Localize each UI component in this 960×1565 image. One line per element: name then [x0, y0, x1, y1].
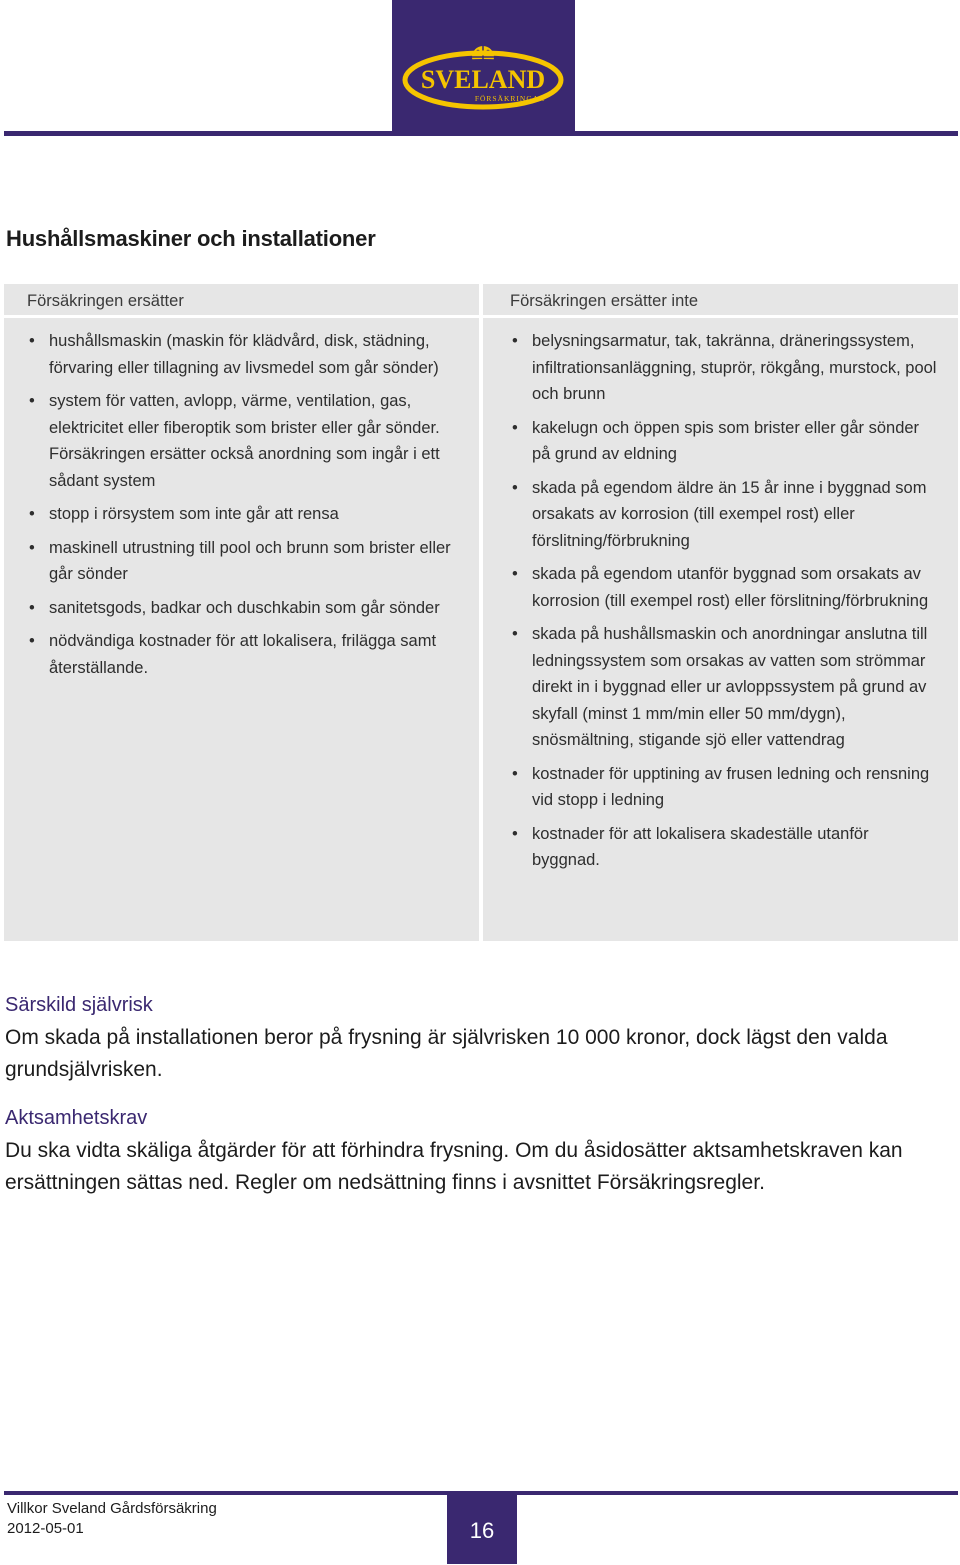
bullet-icon: •	[512, 824, 518, 843]
logo-wordmark: SVELAND	[420, 65, 546, 94]
bullet-icon: •	[512, 625, 518, 643]
care-text: Du ska vidta skäliga åtgärder för att förhindra frysning. Om du åsidosätter aktsamhetskraven kan ersättningen sättas ned. Regler om nedsättning finns i avsnittet Försäkringsregler.	[5, 1139, 903, 1194]
covered-heading: Försäkringen ersätter	[4, 284, 479, 318]
list-item: • maskinell utrustning till pool och brunn som brister eller går sönder	[26, 535, 456, 588]
care-heading: Aktsamhetskrav	[5, 1107, 148, 1129]
list-item: • kostnader för upptining av frusen ledning och rensning vid stopp i ledning	[509, 761, 939, 814]
list-item: • system för vatten, avlopp, värme, ventilation, gas, elektricitet eller fiberoptik som brister eller går sönder. Försäkringen ersätter också anordning som ingår i ett sådant system	[26, 388, 456, 494]
not-covered-panel	[483, 284, 958, 941]
bullet-icon: •	[29, 598, 35, 617]
list-item: • nödvändiga kostnader för att lokalisera, frilägga samt återställande.	[26, 628, 456, 681]
page-number: 16	[447, 1491, 517, 1564]
list-item: • skada på egendom äldre än 15 år inne i byggnad som orsakats av korrosion (till exempel rost) eller förslitning/förbrukning	[509, 475, 939, 555]
bullet-icon: •	[29, 332, 35, 350]
list-item: • stopp i rörsystem som inte går att rensa	[26, 501, 456, 528]
section-title: Hushållsmaskiner och installationer	[6, 226, 376, 251]
sveland-logo-icon	[392, 0, 575, 134]
bullet-icon: •	[512, 764, 518, 783]
list-item: • kostnader för att lokalisera skadeställe utanför byggnad.	[509, 821, 939, 874]
deductible-heading: Särskild självrisk	[5, 994, 153, 1016]
footer-doc-title: Villkor Sveland Gårdsförsäkring	[7, 1500, 217, 1517]
bullet-icon: •	[29, 505, 35, 523]
bullet-icon: •	[29, 392, 35, 410]
bullet-icon: •	[29, 538, 35, 557]
logo-tagline: FÖRSÄKRINGAR	[474, 94, 546, 103]
list-item: • skada på egendom utanför byggnad som orsakats av korrosion (till exempel rost) eller förslitning/förbrukning	[509, 561, 939, 614]
deductible-text: Om skada på installationen beror på frysning är självrisken 10 000 kronor, dock lägst den valda grundsjälvrisken.	[5, 1026, 888, 1081]
list-item: • hushållsmaskin (maskin för klädvård, disk, städning, förvaring eller tillagning av livsmedel som går sönder)	[26, 328, 456, 381]
list-item: • belysningsarmatur, tak, takränna, dräneringssystem, infiltrationsanläggning, stuprör, rökgång, murstock, pool och brunn	[509, 328, 939, 408]
bullet-icon: •	[512, 478, 518, 497]
list-item: • sanitetsgods, badkar och duschkabin som går sönder	[26, 595, 456, 622]
footer-date: 2012-05-01	[7, 1520, 84, 1537]
bullet-icon: •	[29, 632, 35, 650]
bullet-icon: •	[512, 565, 518, 583]
list-item: • skada på hushållsmaskin och anordningar anslutna till ledningssystem som orsakas av vatten som strömmar direkt in i byggnad eller ur avloppssystem på grund av skyfall (minst 1 mm/min eller 50 mm/dygn), snösmältning, stigande sjö eller vattendrag	[509, 621, 939, 754]
covered-list	[26, 328, 456, 688]
list-item: • kakelugn och öppen spis som brister eller går sönder på grund av eldning	[509, 415, 939, 468]
covered-panel	[4, 284, 479, 941]
bullet-icon: •	[512, 418, 518, 437]
not-covered-list	[509, 328, 939, 881]
brand-logo	[392, 0, 575, 134]
bullet-icon: •	[512, 332, 518, 350]
not-covered-heading: Försäkringen ersätter inte	[483, 284, 958, 318]
